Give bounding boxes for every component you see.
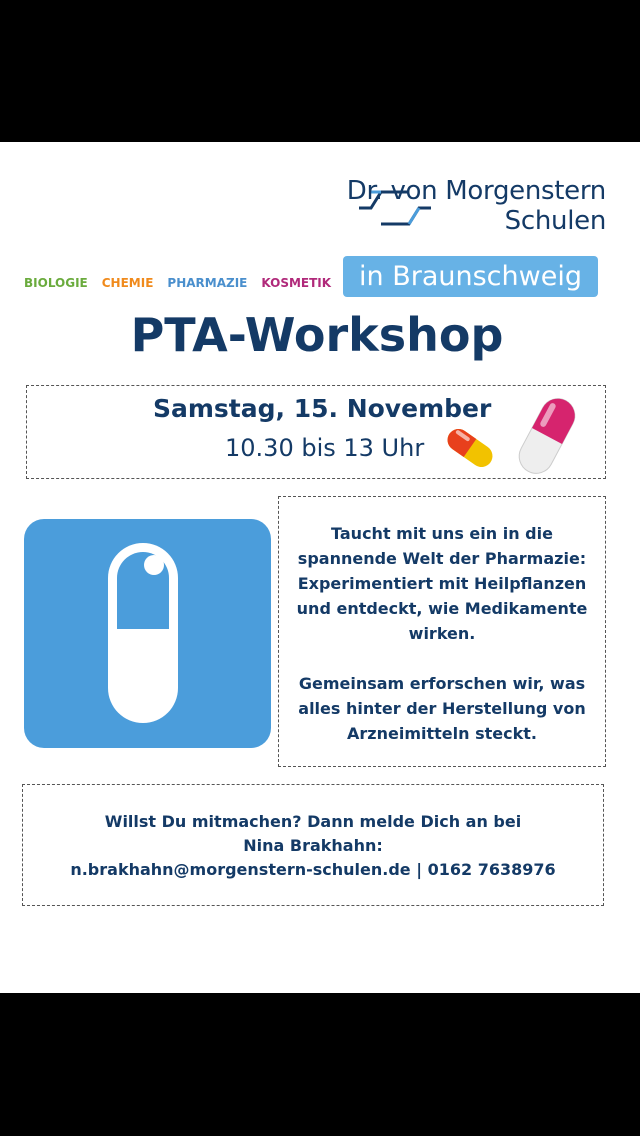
city-badge: in Braunschweig [343,256,598,297]
description-box [278,496,606,767]
contact-box [22,784,604,906]
contact-phone[interactable]: 0162 7638976 [427,860,556,879]
subject-chemie: CHEMIE [101,276,154,290]
contact-line-2: Nina Brakhahn: [243,836,383,855]
contact-email[interactable]: n.brakhahn@morgenstern-schulen.de [70,860,411,879]
logo-line-1: Dr. von Morgenstern [346,176,606,206]
description-paragraph-2: Gemeinsam erforschen wir, was alles hinter der Herstellung von Arzneimitteln steckt. [298,674,586,743]
yellow-red-pill-icon [437,420,503,476]
logo-line-2: Schulen [504,206,606,236]
subject-pharmazie: PHARMAZIE [167,276,248,290]
poster [0,142,640,993]
contact-separator: | [410,860,428,879]
contact-line-3 [23,858,603,882]
subject-list [24,276,345,290]
capsule-icon [24,519,271,748]
subject-kosmetik: KOSMETIK [261,276,332,290]
pink-white-capsule-icon [512,392,582,480]
event-date: Samstag, 15. November [153,394,492,423]
contact-line-1: Willst Du mitmachen? Dann melde Dich an bei [104,812,522,831]
description-paragraph-1: Taucht mit uns ein in die spannende Welt der Pharmazie: Experimentiert mit Heilpflanzen und entdeckt, wie Medikamente wirken. [296,524,588,643]
capsule-tile [24,519,271,748]
subject-biologie: BIOLOGIE [24,276,88,290]
date-box [26,385,606,479]
event-time: 10.30 bis 13 Uhr [225,434,425,462]
page-title: PTA-Workshop [130,308,504,362]
